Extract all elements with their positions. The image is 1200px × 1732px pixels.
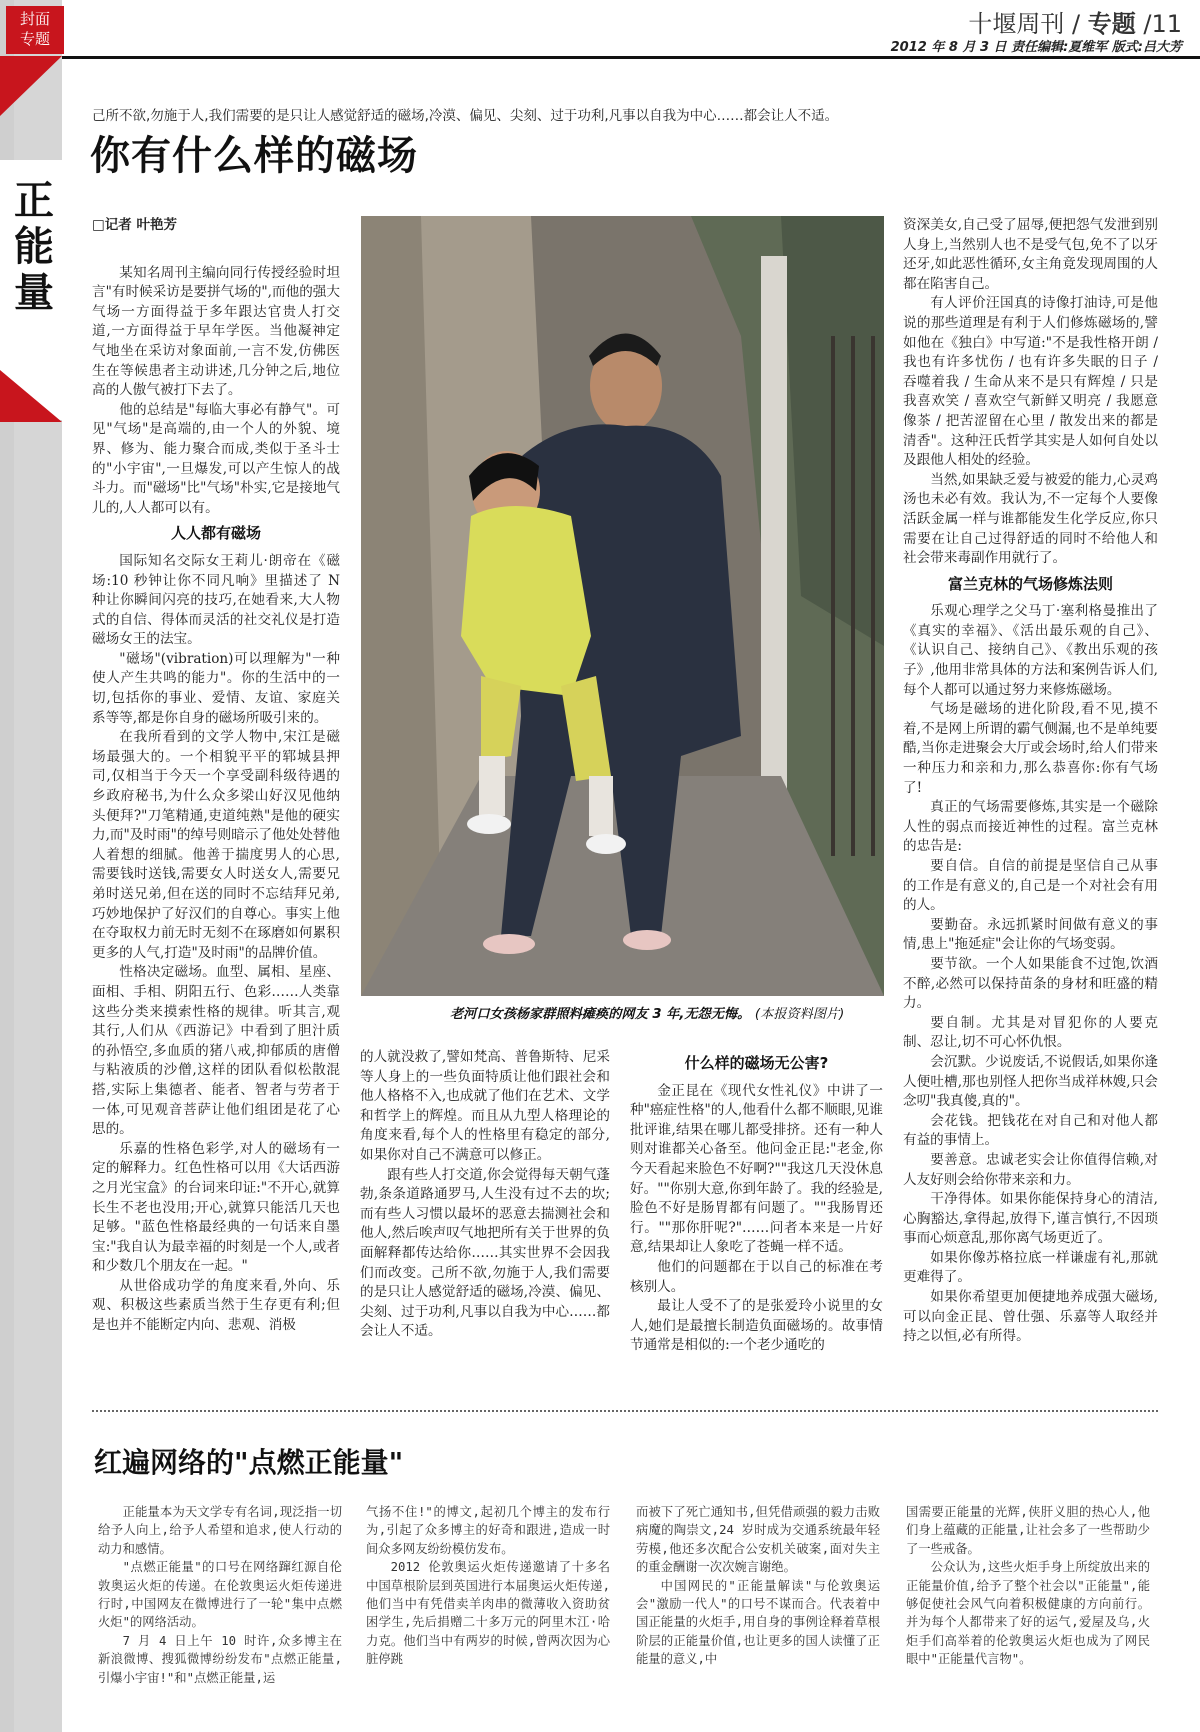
paragraph: 乐嘉的性格色彩学,对人的磁场有一定的解释力。红色性格可以用《大话西游之月光宝盒》的台词来印证:"不开心,就算长生不老也没用;开心,就算只能活几天也足够。"蓝色性格最经典的一句话来自墨宝:"我自认为最幸福的时刻是一个人,或者和少数几个朋友在一起。" <box>92 1140 340 1275</box>
feature-column-2 <box>366 1503 610 1703</box>
paragraph: 要自信。自信的前提是坚信自己从事的工作是有意义的,自己是一个对社会有用的人。 <box>903 858 1158 914</box>
article-intro: 己所不欲,勿施于人,我们需要的是只让人感觉舒适的磁场,冷漠、偏见、尖刻、过于功利,凡事以自我为中心……都会让人不适。 <box>92 108 839 124</box>
feature-column-3 <box>636 1503 880 1703</box>
paragraph: 中国网民的"正能量解读"与伦敦奥运会"激励一代人"的口号不谋而合。代表着中国正能量的火炬手,用自身的事例诠释着草根阶层的正能量价值,也让更多的国人读懂了正能量的意义,中 <box>636 1578 880 1667</box>
paragraph: 他们的问题都在于以自己的标准在考核别人。 <box>630 1258 883 1295</box>
red-triangle-bottom <box>0 370 62 422</box>
header-rule <box>62 56 1200 59</box>
paragraph: 气扬不住!"的博文,起初几个博主的发布行为,引起了众多博主的好奇和跟进,造成一时间众多网友纷纷模仿发布。 <box>366 1505 610 1556</box>
paragraph: 他的总结是"每临大事必有静气"。可见"气场"是高端的,由一个人的外貌、境界、修为、能力聚合而成,类似于圣斗士的"小宇宙",一旦爆发,可以产生惊人的战斗力。而"磁场"比"气场"朴实,它是接地气儿的,人人都可以有。 <box>92 401 340 516</box>
paragraph: 国际知名交际女王莉儿·朗帝在《磁场:10 秒钟让你不同凡响》里描述了 N 种让你瞬间闪亮的技巧,在她看来,大人物式的自信、得体而灵活的社交礼仪是打造磁场女王的法宝。 <box>92 552 340 648</box>
article-column-2 <box>360 1048 610 1383</box>
paragraph: 金正昆在《现代女性礼仪》中讲了一种"癌症性格"的人,他看什么都不顺眼,见谁批评谁,结果在哪儿都受排挤。还有一种人则对谁都关心备至。他问金正昆:"老金,你今天看起来脸色不好啊?""我这几天没休息好。""你别大意,你到年龄了。我的经验是,脸色不好是肠胃都有问题了。""我肠胃还行。""那你肝呢?"……问者本来是一片好意,结果却让人象吃了苍蝇一样不适。 <box>630 1082 883 1256</box>
vertical-column-title: 正能量 <box>14 178 54 316</box>
paragraph: 某知名周刊主编向同行传授经验时坦言"有时候采访是要拼气场的",而他的强大气场一方面得益于多年跟达官贵人打交道,一方面得益于早年学医。当他凝神定气地坐在采访对象面前,一言不发,仿佛医生在等候患者主动讲述,几分钟之后,地位高的人傲气被打下去了。 <box>92 264 340 399</box>
article-title: 你有什么样的磁场 <box>90 132 418 179</box>
author-byline: □记者 叶艳芳 <box>92 217 177 233</box>
paragraph: 真正的气场需要修炼,其实是一个磁除人性的弱点而接近神性的过程。富兰克林的忠告是: <box>903 799 1158 855</box>
article-column-4 <box>903 216 1158 1381</box>
news-photo <box>361 216 884 996</box>
section-tag[interactable] <box>6 6 64 54</box>
section-name: 专题 <box>1087 10 1136 38</box>
red-triangle-top <box>0 56 62 116</box>
paragraph: 资深美女,自己受了屈辱,便把怨气发泄到别人身上,当然别人也不是受气包,免不了以牙还牙,如此恶性循环,女主角竟发现周围的人都在陷害自己。 <box>903 217 1158 292</box>
masthead <box>968 4 1182 39</box>
paragraph: "磁场"(vibration)可以理解为"一种使人产生共鸣的能力"。你的生活中的一切,包括你的事业、爱情、友谊、家庭关系等等,都是你自身的磁场所吸引来的。 <box>92 650 340 726</box>
paragraph: 从世俗成功学的角度来看,外向、乐观、积极这些素质当然于生存更有利;但是也并不能断定内向、悲观、消极 <box>92 1277 340 1334</box>
paragraph: 国需要正能量的光辉,侠肝义胆的热心人,他们身上蕴藏的正能量,让社会多了一些帮助少了一些戒备。 <box>906 1505 1150 1556</box>
paragraph: 而被下了死亡通知书,但凭借顽强的毅力击败病魔的陶崇文,24 岁时成为交通系统最年轻劳模,他还多次配合公安机关破案,面对失主的重金酬谢一次次婉言谢绝。 <box>636 1505 880 1575</box>
paragraph: 如果你希望更加便捷地养成强大磁场,可以向金正昆、曾仕强、乐嘉等人取经并持之以恒,必有所得。 <box>903 1289 1158 1345</box>
paragraph: 气场是磁场的进化阶段,看不见,摸不着,不是网上所谓的霸气侧漏,也不是单纯要酷,当你走进聚会大厅或会场时,给人们带来一种压力和亲和力,那么恭喜你:你有气场了! <box>903 701 1158 796</box>
paragraph: 跟有些人打交道,你会觉得每天朝气蓬勃,条条道路通罗马,人生没有过不去的坎;而有些人习惯以最坏的恶意去揣测社会和他人,然后唉声叹气地把所有关于世界的负面解释都传达给你……其实世界不会因我们而改变。己所不欲,勿施于人,我们需要的是只让人感觉舒适的磁场,冷漠、偏见、尖刻、过于功利,凡事以自我为中心……都会让人不适。 <box>360 1166 610 1340</box>
paragraph: 在我所看到的文学人物中,宋江是磁场最强大的。一个相貌平平的郓城县押司,仅相当于今天一个享受副科级待遇的乡政府秘书,为什么众多梁山好汉见他纳头便拜?"刀笔精通,吏道纯熟"是他的硬实力,而"及时雨"的绰号则暗示了他处处替他人着想的细腻。他善于揣度男人的心思,需要钱时送钱,需要女人时送女人,需要兄弟时送兄弟,但在送的同时不忘结拜兄弟,巧妙地保护了好汉们的自尊心。事实上他在夺取权力前无时无刻不在琢磨如何累积更多的人气,打造"及时雨"的品牌价值。 <box>92 729 340 961</box>
paragraph: 当然,如果缺乏爱与被爱的能力,心灵鸡汤也未必有效。我认为,不一定每个人要像活跃金属一样与谁都能发生化学反应,你只需要在让自己过得舒适的同时不给他人和社会带来毒副作用就行了。 <box>903 471 1158 567</box>
paragraph: 最让人受不了的是张爱玲小说里的女人,她们是最擅长制造负面磁场的。故事情节通常是相似的:一个老少通吃的 <box>630 1298 883 1354</box>
photo-illustration <box>361 216 884 996</box>
paragraph: 性格决定磁场。血型、属相、星座、面相、手相、阴阳五行、色彩……人类靠这些分类来摸索性格的规律。听其言,观其行,人们从《西游记》中看到了胆汁质的孙悟空,多血质的猪八戒,抑郁质的唐僧与粘液质的沙僧,这样的团队看似松散混搭,实际上集德者、能者、智者与劳者于一体,可见观音菩萨让他们组团是花了心思的。 <box>92 964 340 1138</box>
paragraph: 干净得体。如果你能保持身心的清洁,心胸豁达,拿得起,放得下,谨言慎行,不因琐事而心烦意乱,那你离气场更近了。 <box>903 1191 1158 1247</box>
paragraph: 如果你像苏格拉底一样谦虚有礼,那就更难得了。 <box>903 1249 1158 1286</box>
paper-name: 十堰周刊 <box>968 10 1065 38</box>
paragraph: 要自制。尤其是对冒犯你的人要克制、忍让,切不可心怀仇恨。 <box>903 1014 1158 1051</box>
caption-source: (本报资料图片) <box>754 1007 845 1022</box>
paragraph: 乐观心理学之父马丁·塞利格曼推出了《真实的幸福》、《活出最乐观的自己》、《认识自己、接纳自己》、《教出乐观的孩子》,他用非常具体的方法和案例告诉人们,每个人都可以通过努力来修炼磁场。 <box>903 603 1158 698</box>
paragraph: 要勤奋。永远抓紧时间做有意义的事情,患上"拖延症"会让你的气场变弱。 <box>903 916 1158 953</box>
paragraph: 7 月 4 日上午 10 时许,众多博主在新浪微博、搜狐微博纷纷发布"点燃正能量,引爆小宇宙!"和"点燃正能量,运 <box>98 1633 342 1685</box>
page-number: 11 <box>1151 10 1182 38</box>
paragraph: 有人评价汪国真的诗像打油诗,可是他说的那些道理是有利于人们修炼磁场的,譬如他在《独白》中写道:"不是我性格开朗 / 我也有许多忧伤 / 也有许多失眠的日子 / 吞噬着我 / 生命从来不是只有辉煌 / 只是我喜欢笑 / 喜欢空气新鲜又明亮 / 我愿意像茶 / 把苦涩留在心里 / 散发出来的都是清香"。这种汪氏哲学其实是人如何自处以及跟他人相处的经验。 <box>903 295 1158 469</box>
paragraph: 要节欲。一个人如果能食不过饱,饮酒不醉,必然可以保持苗条的身材和旺盛的精力。 <box>903 955 1158 1012</box>
paragraph: "点燃正能量"的口号在网络蹿红源自伦敦奥运火炬的传递。在伦敦奥运火炬传递进行时,中国网友在微博进行了一轮"集中点燃火炬"的网络活动。 <box>98 1560 342 1630</box>
paragraph: 会沉默。少说废话,不说假话,如果你逢人便吐槽,那也别怪人把你当成祥林嫂,只会念叨"我真傻,真的"。 <box>903 1053 1158 1110</box>
feature-column-4 <box>906 1503 1150 1703</box>
section-tag-line1: 封面 <box>19 10 50 28</box>
subheading: 富兰克林的气场修炼法则 <box>947 574 1113 593</box>
masthead-slash-1: / <box>1071 10 1081 38</box>
paragraph: 要善意。忠诚老实会让你值得信赖,对人友好则会给你带来亲和力。 <box>903 1151 1158 1188</box>
article-column-3 <box>630 1048 883 1383</box>
photo-caption <box>450 1003 880 1022</box>
paragraph: 正能量本为天文学专有名词,现泛指一切给予人向上,给予人希望和追求,使人行动的动力和感情。 <box>98 1505 342 1556</box>
masthead-slash-2: / <box>1143 10 1152 38</box>
date-editor-line: 2012 年 8 月 3 日 责任编辑:夏维军 版式:吕大芳 <box>890 40 1182 55</box>
paragraph: 的人就没救了,譬如梵高、普鲁斯特、尼采等人身上的一些负面特质让他们跟社会和他人格格不入,也成就了他们在艺术、文学和哲学上的辉煌。而且从九型人格理论的角度来看,每个人的性格里有稳定的部分,如果你对自己不满意可以修正。 <box>360 1049 610 1163</box>
section-tag-line2: 专题 <box>19 30 50 48</box>
paragraph: 公众认为,这些火炬手身上所绽放出来的正能量价值,给予了整个社会以"正能量",能够促使社会风气向着积极健康的方向前行。并为每个人都带来了好的运气,爱屋及乌,火炬手们高举着的伦敦奥运火炬也成为了网民眼中"正能量代言物"。 <box>906 1560 1150 1667</box>
article-column-1 <box>92 216 340 1381</box>
subheading: 什么样的磁场无公害? <box>684 1054 829 1072</box>
feature-column-1 <box>98 1503 342 1703</box>
caption-text: 老河口女孩杨家群照料瘫痪的网友 3 年,无怨无悔。 <box>450 1007 751 1022</box>
dotted-separator <box>92 1410 1158 1412</box>
paragraph: 2012 伦敦奥运火炬传递邀请了十多名中国草根阶层到英国进行本届奥运火炬传递,他们当中有凭借卖羊肉串的微薄收入资助贫困学生,先后捐赠二十多万元的阿里木江·哈力克。他们当中有两岁的时候,曾两次因为心脏停跳 <box>366 1560 610 1667</box>
feature-title: 红遍网络的"点燃正能量" <box>94 1446 404 1479</box>
paragraph: 会花钱。把钱花在对自己和对他人都有益的事情上。 <box>903 1112 1158 1149</box>
subheading: 人人都有磁场 <box>170 524 261 543</box>
